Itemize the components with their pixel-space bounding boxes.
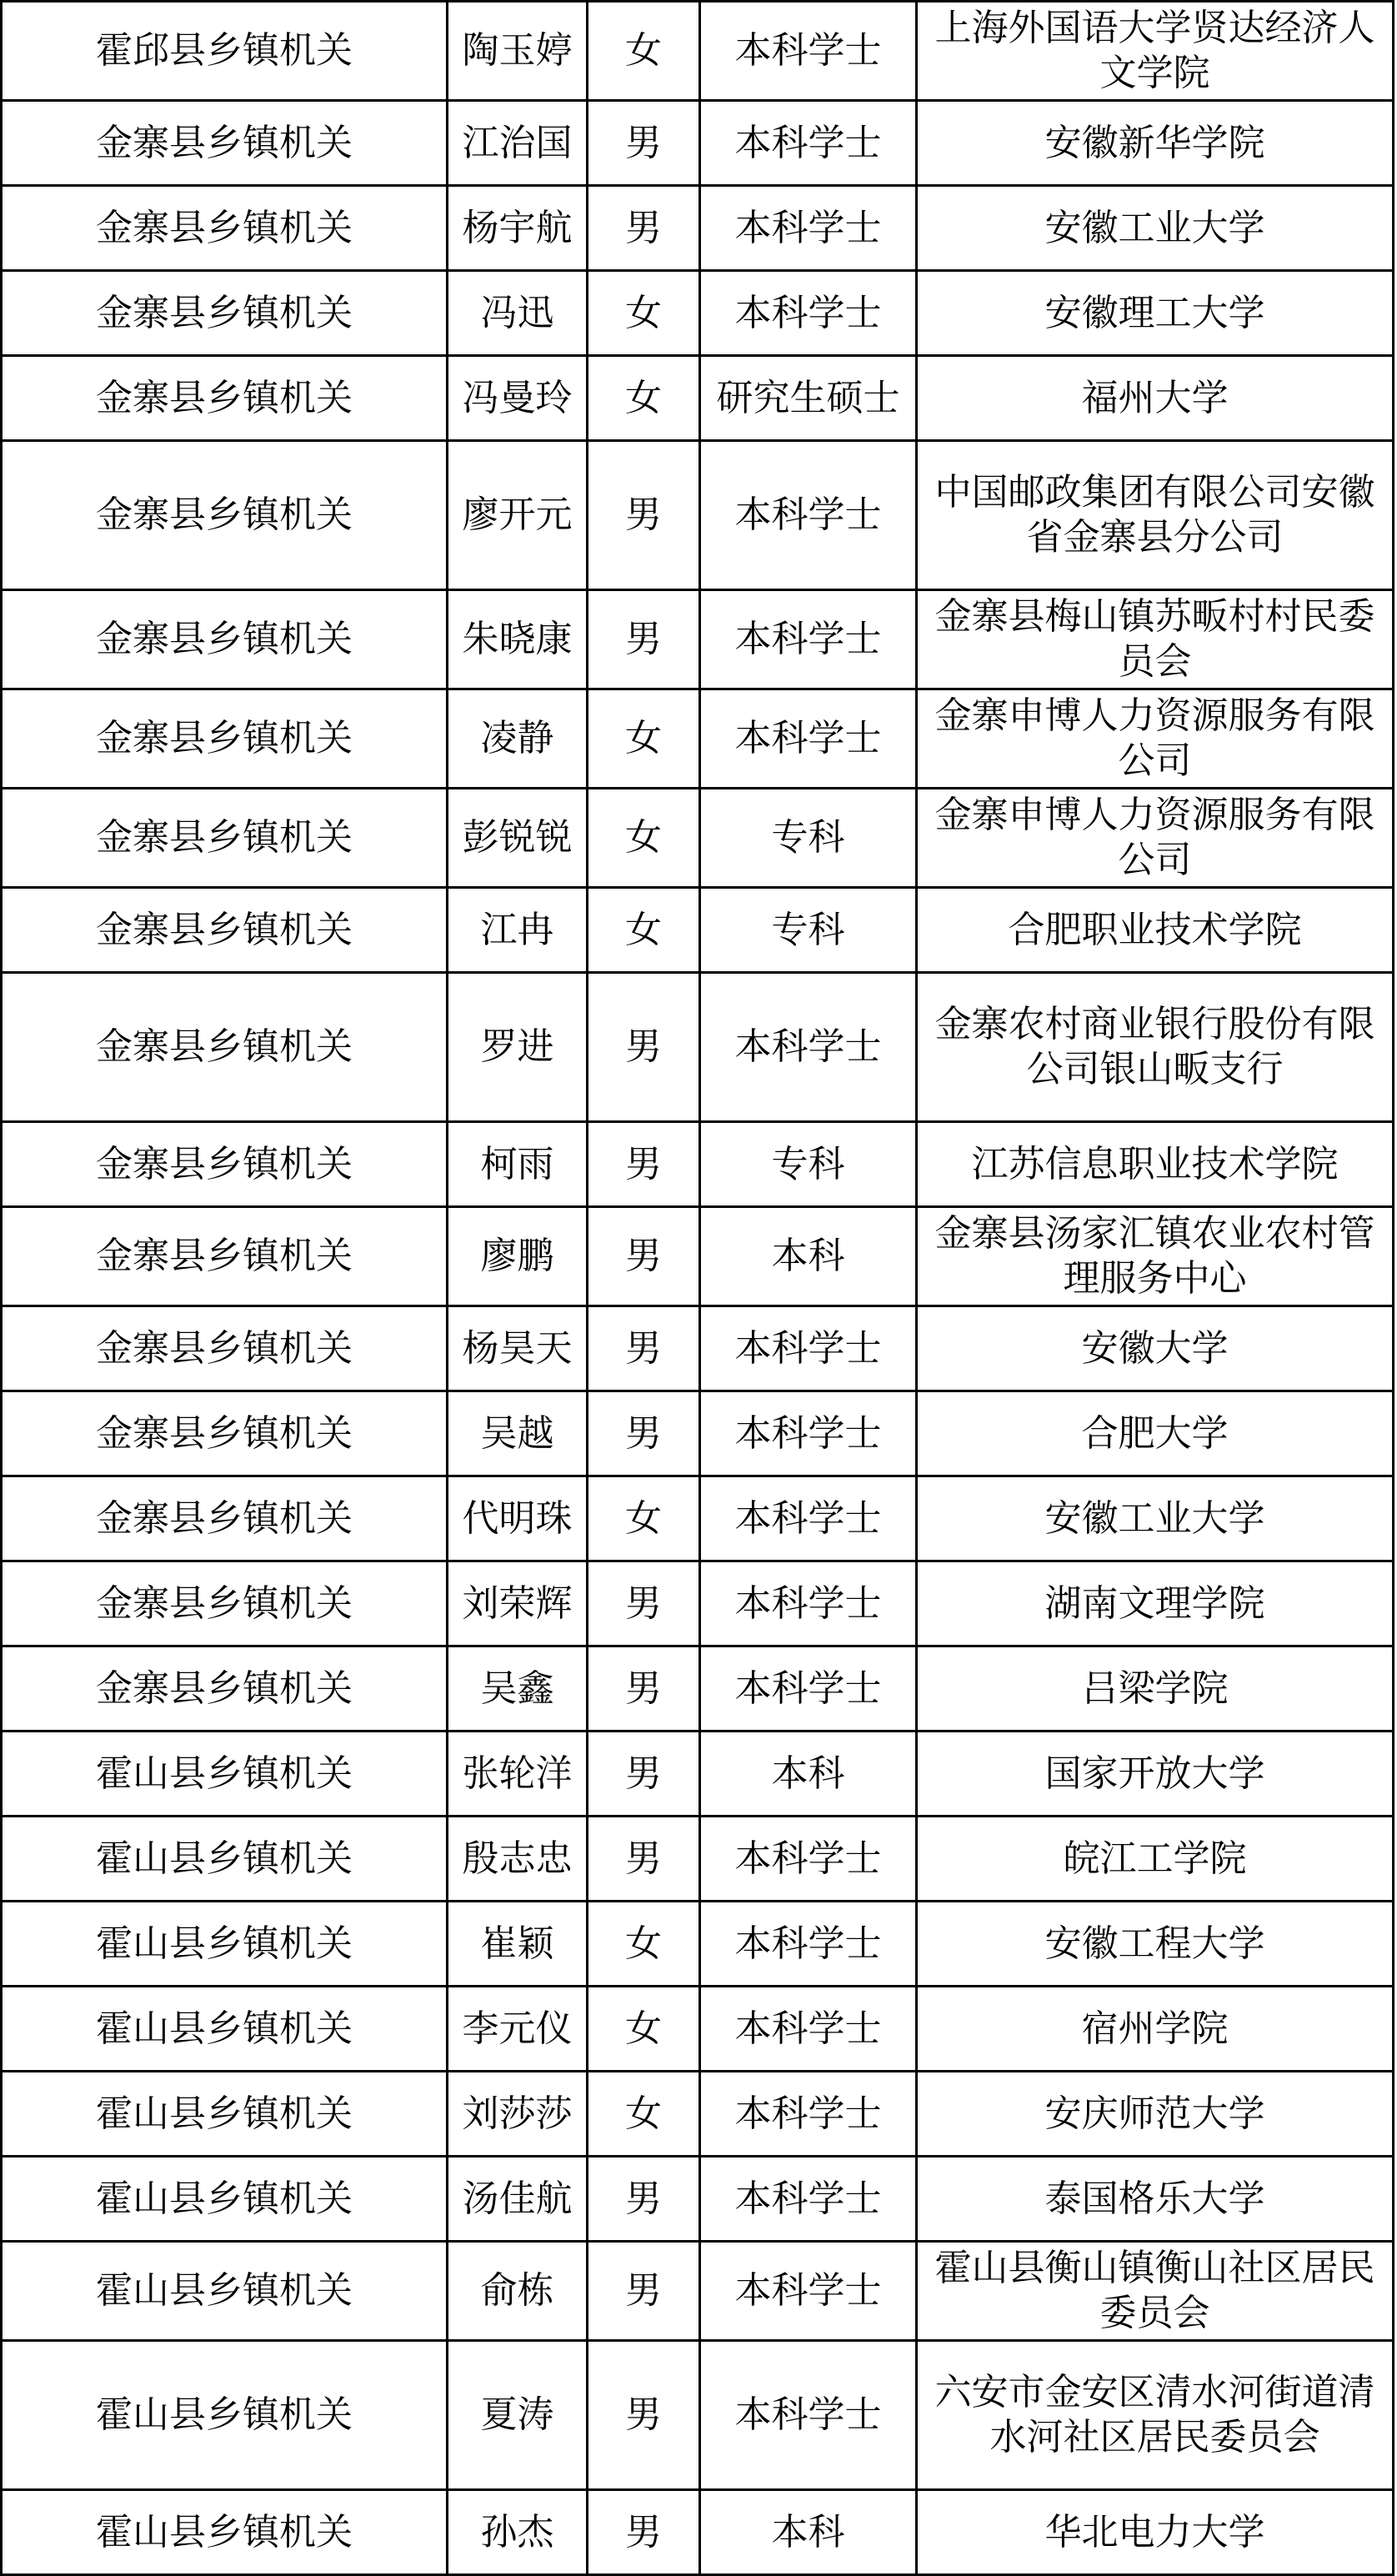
cell-gender-text: 男 [625, 1326, 662, 1370]
cell-education-text: 本科学士 [734, 1411, 882, 1455]
cell-education [700, 1902, 917, 1987]
cell-name-text: 廖鹏 [480, 1235, 554, 1277]
cell-gender [588, 186, 700, 271]
cell-name-text: 崔颖 [480, 1922, 554, 1965]
cell-unit [2, 1306, 448, 1391]
cell-education-text: 本科学士 [734, 2269, 882, 2312]
cell-gender [588, 2242, 700, 2341]
table-row [2, 2072, 1394, 2157]
cell-institution-text: 安徽工业大学 [1044, 206, 1265, 249]
cell-institution-text: 安徽新华学院 [1044, 121, 1265, 164]
cell-gender-text: 男 [625, 2177, 662, 2220]
cell-education [700, 973, 917, 1122]
cell-education-text: 本科学士 [734, 1025, 882, 1068]
cell-institution [917, 271, 1394, 356]
cell-gender-text: 女 [625, 816, 662, 859]
cell-education-text: 本科学士 [734, 1666, 882, 1710]
cell-education-text: 本科学士 [734, 121, 882, 164]
table-row [2, 441, 1394, 590]
cell-education [700, 1561, 917, 1646]
cell-education [700, 1476, 917, 1561]
cell-gender-text: 男 [625, 1666, 662, 1710]
cell-education [700, 1987, 917, 2072]
cell-unit [2, 1902, 448, 1987]
cell-unit-text: 金寨县乡镇机关 [96, 376, 353, 419]
cell-gender [588, 356, 700, 441]
cell-institution-text: 安庆师范大学 [1044, 2092, 1265, 2135]
cell-name [448, 1902, 588, 1987]
cell-gender-text: 女 [625, 291, 662, 334]
cell-gender [588, 689, 700, 789]
cell-institution-text: 金寨县梅山镇苏畈村村民委员会 [934, 595, 1375, 683]
cell-education-text: 本科学士 [734, 2177, 882, 2220]
cell-gender-text: 男 [625, 1411, 662, 1455]
cell-gender [588, 1122, 700, 1207]
cell-unit-text: 霍山县乡镇机关 [96, 1922, 353, 1965]
cell-unit-text: 金寨县乡镇机关 [96, 1411, 353, 1455]
cell-gender [588, 1902, 700, 1987]
cell-unit-text: 金寨县乡镇机关 [96, 121, 353, 164]
cell-gender-text: 女 [625, 908, 662, 951]
cell-gender-text: 女 [625, 2007, 662, 2050]
cell-name-text: 夏涛 [480, 2393, 554, 2436]
cell-institution-text: 吕梁学院 [1081, 1666, 1229, 1710]
cell-unit [2, 1732, 448, 1817]
cell-name-text: 吴鑫 [480, 1666, 554, 1710]
cell-name-text: 俞栋 [480, 2269, 554, 2312]
cell-unit-text: 金寨县乡镇机关 [96, 816, 353, 859]
table-body [2, 2, 1394, 2575]
cell-gender [588, 271, 700, 356]
cell-name [448, 271, 588, 356]
cell-unit [2, 2242, 448, 2341]
cell-institution-text: 中国邮政集团有限公司安徽省金寨县分公司 [934, 471, 1375, 559]
cell-education-text: 本科学士 [734, 1581, 882, 1625]
cell-unit [2, 441, 448, 590]
cell-institution-text: 安徽工程大学 [1044, 1922, 1265, 1965]
cell-institution-text: 泰国格乐大学 [1044, 2177, 1265, 2220]
cell-education [700, 441, 917, 590]
cell-institution-text: 安徽工业大学 [1044, 1496, 1265, 1540]
cell-name [448, 1122, 588, 1207]
cell-unit [2, 2072, 448, 2157]
cell-unit [2, 590, 448, 689]
cell-name [448, 186, 588, 271]
table-row [2, 2490, 1394, 2575]
cell-gender-text: 男 [625, 1837, 662, 1880]
cell-education [700, 2, 917, 101]
cell-institution [917, 1207, 1394, 1306]
cell-education [700, 2490, 917, 2575]
cell-gender-text: 男 [625, 2269, 662, 2312]
cell-gender [588, 1561, 700, 1646]
cell-gender [588, 789, 700, 888]
cell-unit-text: 霍山县乡镇机关 [96, 2007, 353, 2050]
cell-institution [917, 1476, 1394, 1561]
table-row [2, 1646, 1394, 1732]
cell-gender [588, 1391, 700, 1476]
cell-gender [588, 101, 700, 186]
cell-unit [2, 1987, 448, 2072]
cell-name [448, 689, 588, 789]
cell-unit [2, 1646, 448, 1732]
cell-unit [2, 888, 448, 973]
cell-institution [917, 1646, 1394, 1732]
cell-gender-text: 男 [625, 1025, 662, 1068]
cell-name [448, 590, 588, 689]
cell-gender-text: 女 [625, 376, 662, 419]
cell-gender [588, 2072, 700, 2157]
cell-name [448, 888, 588, 973]
cell-institution [917, 2157, 1394, 2242]
cell-unit [2, 2341, 448, 2490]
cell-name [448, 1561, 588, 1646]
cell-gender [588, 2490, 700, 2575]
cell-institution [917, 590, 1394, 689]
table-row [2, 2157, 1394, 2242]
cell-unit [2, 1817, 448, 1902]
cell-name [448, 441, 588, 590]
cell-education [700, 356, 917, 441]
cell-education-text: 本科学士 [734, 494, 882, 536]
cell-education-text: 本科学士 [734, 1496, 882, 1540]
table-row [2, 2, 1394, 101]
cell-name-text: 杨昊天 [462, 1326, 573, 1370]
cell-gender-text: 男 [625, 1752, 662, 1795]
cell-education [700, 2157, 917, 2242]
cell-education [700, 1817, 917, 1902]
cell-unit-text: 霍山县乡镇机关 [96, 1837, 353, 1880]
cell-institution [917, 1987, 1394, 2072]
cell-unit-text: 霍邱县乡镇机关 [96, 29, 353, 72]
cell-name [448, 2490, 588, 2575]
cell-name [448, 1391, 588, 1476]
cell-institution [917, 1732, 1394, 1817]
cell-name-text: 凌静 [480, 717, 554, 759]
cell-education-text: 本科学士 [734, 1837, 882, 1880]
cell-gender [588, 1306, 700, 1391]
cell-gender-text: 女 [625, 1496, 662, 1540]
cell-gender [588, 2157, 700, 2242]
cell-unit-text: 金寨县乡镇机关 [96, 1326, 353, 1370]
cell-unit [2, 1476, 448, 1561]
table-row [2, 1476, 1394, 1561]
cell-name-text: 刘莎莎 [462, 2092, 573, 2135]
table-row [2, 1391, 1394, 1476]
cell-gender [588, 2, 700, 101]
cell-education [700, 1391, 917, 1476]
cell-name [448, 789, 588, 888]
cell-institution [917, 2072, 1394, 2157]
cell-education [700, 1646, 917, 1732]
table-row [2, 1902, 1394, 1987]
cell-education [700, 1306, 917, 1391]
cell-name-text: 柯雨 [480, 1142, 554, 1185]
cell-institution [917, 2242, 1394, 2341]
cell-education-text: 本科学士 [734, 717, 882, 759]
table-row [2, 2341, 1394, 2490]
cell-education-text: 专科 [771, 816, 845, 859]
cell-name [448, 1306, 588, 1391]
cell-institution [917, 2490, 1394, 2575]
cell-education-text: 本科 [771, 1235, 845, 1277]
cell-unit-text: 金寨县乡镇机关 [96, 1142, 353, 1185]
cell-name-text: 江冉 [480, 908, 554, 951]
table-row [2, 186, 1394, 271]
cell-institution [917, 186, 1394, 271]
cell-name-text: 朱晓康 [462, 618, 573, 660]
table-row [2, 1817, 1394, 1902]
cell-name-text: 杨宇航 [462, 206, 573, 249]
cell-institution-text: 六安市金安区清水河街道清水河社区居民委员会 [934, 2371, 1375, 2458]
cell-name-text: 张轮洋 [462, 1752, 573, 1795]
cell-gender [588, 1476, 700, 1561]
cell-gender-text: 男 [625, 2510, 662, 2553]
table-row [2, 1561, 1394, 1646]
cell-name [448, 2157, 588, 2242]
table-row [2, 2242, 1394, 2341]
cell-name-text: 罗进 [480, 1025, 554, 1068]
cell-name [448, 101, 588, 186]
cell-unit-text: 金寨县乡镇机关 [96, 618, 353, 660]
cell-education-text: 专科 [771, 908, 845, 951]
cell-education-text: 本科学士 [734, 1326, 882, 1370]
cell-education [700, 590, 917, 689]
table-row [2, 590, 1394, 689]
cell-unit-text: 金寨县乡镇机关 [96, 206, 353, 249]
cell-unit-text: 霍山县乡镇机关 [96, 2510, 353, 2553]
cell-gender [588, 1987, 700, 2072]
table-row [2, 973, 1394, 1122]
cell-unit-text: 金寨县乡镇机关 [96, 1235, 353, 1277]
cell-institution [917, 356, 1394, 441]
cell-unit-text: 金寨县乡镇机关 [96, 494, 353, 536]
cell-gender-text: 男 [625, 2393, 662, 2436]
cell-name [448, 1817, 588, 1902]
cell-institution-text: 国家开放大学 [1044, 1752, 1265, 1795]
cell-unit-text: 金寨县乡镇机关 [96, 1666, 353, 1710]
cell-unit [2, 356, 448, 441]
cell-institution [917, 1902, 1394, 1987]
cell-unit-text: 金寨县乡镇机关 [96, 291, 353, 334]
cell-unit-text: 霍山县乡镇机关 [96, 1752, 353, 1795]
cell-education [700, 1122, 917, 1207]
table-row [2, 1122, 1394, 1207]
cell-gender-text: 男 [625, 494, 662, 536]
cell-unit [2, 789, 448, 888]
cell-unit [2, 271, 448, 356]
cell-institution-text: 金寨农村商业银行股份有限公司银山畈支行 [934, 1003, 1375, 1090]
cell-unit [2, 2157, 448, 2242]
cell-gender-text: 男 [625, 121, 662, 164]
cell-unit-text: 金寨县乡镇机关 [96, 1025, 353, 1068]
cell-education-text: 本科学士 [734, 29, 882, 72]
cell-institution [917, 101, 1394, 186]
cell-gender [588, 1732, 700, 1817]
cell-gender-text: 女 [625, 1922, 662, 1965]
cell-institution-text: 金寨县汤家汇镇农业农村管理服务中心 [934, 1212, 1375, 1300]
cell-gender-text: 女 [625, 2092, 662, 2135]
cell-unit [2, 1561, 448, 1646]
cell-institution-text: 金寨申博人力资源服务有限公司 [934, 794, 1375, 881]
table-row [2, 1207, 1394, 1306]
cell-name-text: 江治国 [462, 121, 573, 164]
cell-education-text: 本科学士 [734, 2092, 882, 2135]
table-row [2, 689, 1394, 789]
cell-name [448, 2341, 588, 2490]
cell-institution [917, 1391, 1394, 1476]
table-row [2, 101, 1394, 186]
cell-institution-text: 华北电力大学 [1044, 2510, 1265, 2553]
cell-name [448, 973, 588, 1122]
cell-name [448, 1646, 588, 1732]
cell-education-text: 本科学士 [734, 2393, 882, 2436]
cell-name-text: 代明珠 [462, 1496, 573, 1540]
cell-institution [917, 1122, 1394, 1207]
cell-unit-text: 金寨县乡镇机关 [96, 1496, 353, 1540]
cell-gender-text: 男 [625, 1142, 662, 1185]
cell-name [448, 2242, 588, 2341]
cell-unit [2, 1391, 448, 1476]
cell-unit-text: 霍山县乡镇机关 [96, 2092, 353, 2135]
cell-name-text: 孙杰 [480, 2510, 554, 2553]
cell-education [700, 689, 917, 789]
cell-gender [588, 973, 700, 1122]
cell-institution [917, 888, 1394, 973]
cell-institution-text: 合肥职业技术学院 [1008, 908, 1302, 951]
cell-gender [588, 1207, 700, 1306]
cell-gender-text: 男 [625, 206, 662, 249]
cell-education [700, 271, 917, 356]
cell-unit [2, 1207, 448, 1306]
table-row [2, 888, 1394, 973]
cell-unit-text: 金寨县乡镇机关 [96, 717, 353, 759]
cell-unit [2, 689, 448, 789]
cell-institution-text: 福州大学 [1081, 376, 1229, 419]
cell-name-text: 冯曼玲 [462, 376, 573, 419]
table-row [2, 1987, 1394, 2072]
cell-gender [588, 1646, 700, 1732]
cell-education [700, 101, 917, 186]
cell-institution-text: 宿州学院 [1081, 2007, 1229, 2050]
cell-institution [917, 1561, 1394, 1646]
cell-education [700, 888, 917, 973]
cell-institution [917, 441, 1394, 590]
cell-institution [917, 1817, 1394, 1902]
cell-gender [588, 590, 700, 689]
table-row [2, 1732, 1394, 1817]
cell-name-text: 彭锐锐 [462, 816, 573, 859]
cell-gender-text: 男 [625, 1581, 662, 1625]
cell-institution-text: 皖江工学院 [1063, 1837, 1247, 1880]
table-row [2, 271, 1394, 356]
cell-unit-text: 金寨县乡镇机关 [96, 908, 353, 951]
cell-name [448, 1207, 588, 1306]
cell-institution-text: 湖南文理学院 [1044, 1581, 1265, 1625]
cell-unit [2, 2490, 448, 2575]
cell-institution-text: 霍山县衡山镇衡山社区居民委员会 [934, 2247, 1375, 2334]
cell-gender [588, 888, 700, 973]
cell-education [700, 2072, 917, 2157]
cell-education-text: 本科 [771, 1752, 845, 1795]
cell-name-text: 冯迅 [480, 291, 554, 334]
cell-name [448, 2, 588, 101]
table-row [2, 1306, 1394, 1391]
cell-institution [917, 2341, 1394, 2490]
cell-name [448, 1987, 588, 2072]
cell-unit [2, 973, 448, 1122]
cell-name [448, 356, 588, 441]
cell-name-text: 李元仪 [462, 2007, 573, 2050]
cell-name-text: 殷志忠 [462, 1837, 573, 1880]
cell-name [448, 2072, 588, 2157]
cell-unit-text: 霍山县乡镇机关 [96, 2177, 353, 2220]
cell-gender [588, 2341, 700, 2490]
cell-education [700, 2242, 917, 2341]
cell-institution-text: 安徽大学 [1081, 1326, 1229, 1370]
cell-institution [917, 2, 1394, 101]
cell-institution [917, 689, 1394, 789]
cell-institution-text: 安徽理工大学 [1044, 291, 1265, 334]
cell-education [700, 2341, 917, 2490]
cell-institution [917, 789, 1394, 888]
cell-name [448, 1732, 588, 1817]
cell-education-text: 本科学士 [734, 291, 882, 334]
cell-gender-text: 女 [625, 717, 662, 759]
cell-education-text: 本科学士 [734, 206, 882, 249]
cell-education [700, 1732, 917, 1817]
cell-gender [588, 441, 700, 590]
cell-unit-text: 霍山县乡镇机关 [96, 2393, 353, 2436]
cell-name-text: 刘荣辉 [462, 1581, 573, 1625]
cell-name [448, 1476, 588, 1561]
cell-gender-text: 男 [625, 1235, 662, 1277]
table-row [2, 789, 1394, 888]
cell-name-text: 陶玉婷 [462, 29, 573, 72]
cell-institution-text: 上海外国语大学贤达经济人文学院 [934, 7, 1375, 94]
cell-education-text: 研究生硕士 [716, 376, 900, 419]
cell-gender [588, 1817, 700, 1902]
cell-name-text: 廖开元 [462, 494, 573, 536]
cell-institution-text: 江苏信息职业技术学院 [971, 1142, 1339, 1185]
cell-gender-text: 男 [625, 618, 662, 660]
cell-education-text: 本科学士 [734, 1922, 882, 1965]
cell-education-text: 专科 [771, 1142, 845, 1185]
cell-institution [917, 1306, 1394, 1391]
cell-education-text: 本科学士 [734, 2007, 882, 2050]
cell-education-text: 本科学士 [734, 618, 882, 660]
cell-unit [2, 2, 448, 101]
cell-education [700, 1207, 917, 1306]
cell-gender-text: 女 [625, 29, 662, 72]
cell-education-text: 本科 [771, 2510, 845, 2553]
cell-institution-text: 金寨申博人力资源服务有限公司 [934, 694, 1375, 782]
cell-name-text: 吴越 [480, 1411, 554, 1455]
cell-unit [2, 186, 448, 271]
table-row [2, 356, 1394, 441]
cell-unit-text: 金寨县乡镇机关 [96, 1581, 353, 1625]
cell-education [700, 789, 917, 888]
cell-institution-text: 合肥大学 [1081, 1411, 1229, 1455]
cell-education [700, 186, 917, 271]
cell-unit [2, 1122, 448, 1207]
cell-institution [917, 973, 1394, 1122]
cell-name-text: 汤佳航 [462, 2177, 573, 2220]
cell-unit [2, 101, 448, 186]
cell-unit-text: 霍山县乡镇机关 [96, 2269, 353, 2312]
